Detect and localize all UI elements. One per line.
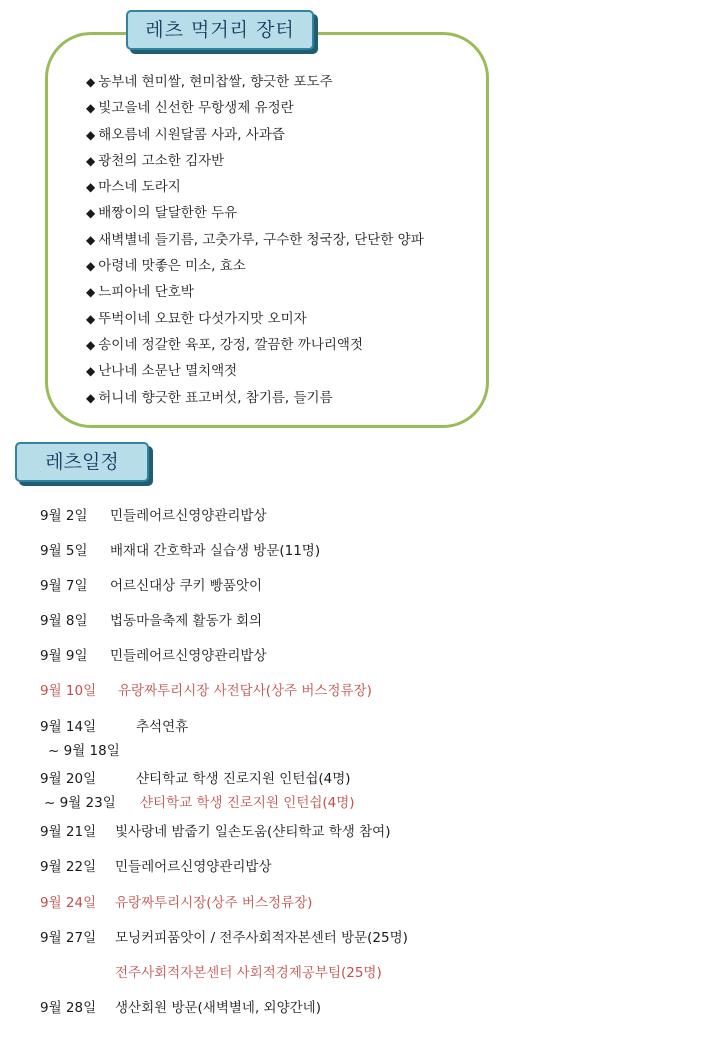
schedule-text: 유랑짜투리시장(상주 버스정류장) [115,895,313,911]
schedule-text: 샨티학교 학생 진로지원 인턴쉽(4명) [136,771,351,787]
list-item: ◆ 새벽별네 들기름, 고춧가루, 구수한 청국장, 단단한 양파 [86,227,424,253]
list-item: ◆ 뚜벅이네 오묘한 다섯가지맛 오미자 [86,306,424,332]
schedule-entry [44,794,355,812]
diamond-bullet-icon: ◆ [86,311,96,326]
schedule-text: 민들레어르신영양관리밥상 [110,648,267,664]
list-item: ◆ 빛고을네 신선한 무항생제 유정란 [86,95,424,121]
schedule-entry [40,647,267,665]
list-item: ◆ 난나네 소문난 멸치액젓 [86,358,424,384]
diamond-bullet-icon: ◆ [86,337,96,352]
diamond-bullet-icon: ◆ [86,101,96,116]
schedule-text: 추석연휴 [136,719,189,735]
schedule-text: 민들레어르신영양관리밥상 [115,859,272,875]
schedule-date-end: ~ 9월 18일 [48,743,120,759]
list-item: ◆ 해오름네 시원달콤 사과, 사과즙 [86,122,424,148]
list-item: ◆ 송이네 정갈한 육포, 강정, 깔끔한 까나리액젓 [86,332,424,358]
schedule-text: 민들레어르신영양관리밥상 [110,508,267,524]
diamond-bullet-icon: ◆ [86,206,96,221]
diamond-bullet-icon: ◆ [86,232,96,247]
schedule-text: 유랑짜투리시장 사전답사(상주 버스정류장) [118,683,372,699]
schedule-text: 어르신대상 쿠키 빵품앗이 [110,578,263,594]
schedule-title: 레츠일정 [15,442,149,482]
schedule-date: 9월 22일 [40,859,97,875]
schedule-text: 법동마을축제 활동가 회의 [110,613,263,629]
schedule-date: 9월 28일 [40,1000,97,1016]
list-item: ◆ 아령네 맛좋은 미소, 효소 [86,253,424,279]
schedule-date: 9월 24일 [40,895,97,911]
schedule-entry [40,612,262,630]
schedule-entry [40,894,312,912]
schedule-date-end: ~ 9월 23일 [44,795,116,811]
schedule-text: 빛사랑네 밤줍기 일손도움(샨티학교 학생 참여) [115,824,391,840]
diamond-bullet-icon: ◆ [86,390,96,405]
schedule-date: 9월 9일 [40,648,88,664]
diamond-bullet-icon: ◆ [86,127,96,142]
list-item: ◆ 마스네 도라지 [86,174,424,200]
diamond-bullet-icon: ◆ [86,259,96,274]
schedule-entry [40,682,372,700]
schedule-entry [40,823,390,841]
market-title: 레츠 먹거리 장터 [126,10,314,50]
list-item: ◆ 농부네 현미쌀, 현미찹쌀, 향긋한 포도주 [86,69,424,95]
schedule-date: 9월 7일 [40,578,88,594]
schedule-entry [40,858,272,876]
diamond-bullet-icon: ◆ [86,364,96,379]
schedule-date: 9월 27일 [40,930,97,946]
schedule-entry [40,929,408,947]
schedule-date: 9월 14일 [40,719,97,735]
schedule-text: 모닝커피품앗이 / 전주사회적자본센터 방문(25명) [115,930,408,946]
schedule-date: 9월 10일 [40,683,97,699]
schedule-entry [40,577,262,595]
schedule-entry [40,999,321,1017]
schedule-date: 9월 5일 [40,543,88,559]
schedule-date: 9월 21일 [40,824,97,840]
diamond-bullet-icon: ◆ [86,285,96,300]
diamond-bullet-icon: ◆ [86,153,96,168]
diamond-bullet-icon: ◆ [86,75,96,89]
schedule-entry [40,542,320,560]
schedule-entry [40,718,188,736]
list-item: ◆ 허니네 향긋한 표고버섯, 참기름, 들기름 [86,385,424,411]
schedule-text: 배재대 간호학과 실습생 방문(11명) [110,543,321,559]
list-item: ◆ 느피아네 단호박 [86,279,424,305]
diamond-bullet-icon: ◆ [86,180,96,195]
schedule-entry [40,770,351,788]
list-item: ◆ 배짱이의 달달한한 두유 [86,200,424,226]
schedule-entry [40,507,267,525]
schedule-text: 생산회원 방문(새벽별네, 외양간네) [115,1000,321,1016]
schedule-text-extra: 전주사회적자본센터 사회적경제공부팀(25명) [115,965,382,981]
market-list [86,69,424,411]
schedule-date: 9월 2일 [40,508,88,524]
list-item: ◆ 광천의 고소한 김자반 [86,148,424,174]
schedule-text-repeat: 샨티학교 학생 진로지원 인턴쉽(4명) [140,795,355,811]
schedule-date: 9월 8일 [40,613,88,629]
schedule-date: 9월 20일 [40,771,97,787]
